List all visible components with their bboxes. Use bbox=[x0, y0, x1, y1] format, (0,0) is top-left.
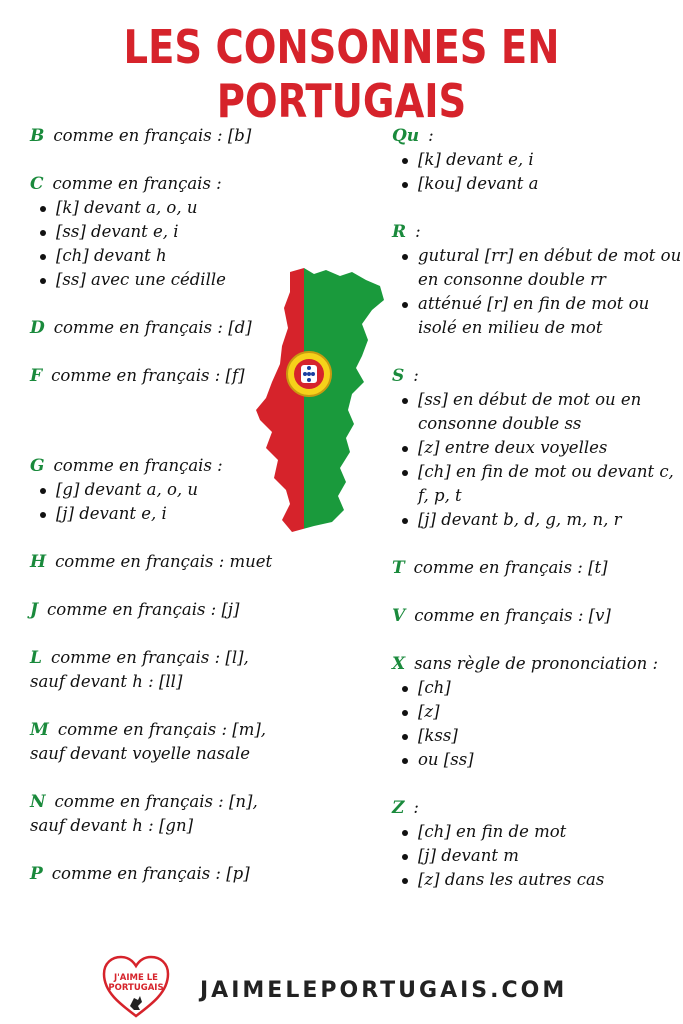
consonant-description: comme en français : [j] bbox=[47, 600, 240, 619]
heart-logo bbox=[100, 954, 172, 1020]
rule-list-item: [j] devant e, i bbox=[40, 502, 315, 526]
entry-heading bbox=[30, 124, 315, 148]
right-entry-qu bbox=[392, 124, 682, 196]
rule-list-item: [ch] bbox=[402, 676, 682, 700]
rule-list-item: ou [ss] bbox=[402, 748, 682, 772]
consonant-letter: H bbox=[30, 552, 47, 572]
rule-list-item: [kou] devant a bbox=[402, 172, 682, 196]
consonant-letter: S bbox=[392, 366, 405, 386]
entry-heading bbox=[392, 556, 682, 580]
rule-list-item: [ss] devant e, i bbox=[40, 220, 315, 244]
consonant-description: sans règle de prononciation : bbox=[414, 654, 659, 673]
right-column bbox=[392, 124, 682, 892]
rule-list-item: [k] devant a, o, u bbox=[40, 196, 315, 220]
rule-list-item: [ss] avec une cédille bbox=[40, 268, 315, 292]
consonant-letter: T bbox=[392, 558, 405, 578]
consonant-description: : bbox=[413, 366, 419, 385]
consonant-description: : bbox=[428, 126, 434, 145]
rule-list bbox=[392, 820, 682, 892]
consonant-letter: G bbox=[30, 456, 45, 476]
entry-heading bbox=[30, 646, 315, 670]
consonant-letter: Z bbox=[392, 798, 405, 818]
consonant-description: comme en français : [n], bbox=[54, 792, 258, 811]
rule-list-item: [z] entre deux voyelles bbox=[402, 436, 682, 460]
rule-list-item: [kss] bbox=[402, 724, 682, 748]
consonant-description: comme en français : muet bbox=[55, 552, 273, 571]
consonant-description: comme en français : [p] bbox=[51, 864, 250, 883]
consonant-description: comme en français : bbox=[52, 174, 222, 193]
rule-list-item: [j] devant m bbox=[402, 844, 682, 868]
rule-list bbox=[392, 388, 682, 532]
left-entry-b bbox=[30, 124, 315, 148]
page-title: LES CONSONNES EN PORTUGAIS bbox=[123, 20, 560, 128]
right-entry-t bbox=[392, 556, 682, 580]
left-entry-h bbox=[30, 550, 315, 574]
consonant-letter: B bbox=[30, 126, 45, 146]
entry-heading bbox=[30, 790, 315, 814]
consonant-description: : bbox=[413, 798, 419, 817]
consonant-letter: N bbox=[30, 792, 46, 812]
left-entry-n bbox=[30, 790, 315, 838]
consonant-description: comme en français : bbox=[53, 456, 223, 475]
consonant-letter: R bbox=[392, 222, 407, 242]
consonant-description-continued: sauf devant voyelle nasale bbox=[30, 744, 250, 763]
entry-heading bbox=[30, 862, 315, 886]
rule-list-item: [ch] en fin de mot ou devant c, f, p, t bbox=[402, 460, 682, 508]
left-entry-j bbox=[30, 598, 315, 622]
consonant-description: : bbox=[415, 222, 421, 241]
entry-heading bbox=[392, 796, 682, 820]
entry-heading bbox=[392, 652, 682, 676]
right-entry-s bbox=[392, 364, 682, 532]
rule-list-item: [ch] en fin de mot bbox=[402, 820, 682, 844]
consonant-letter: J bbox=[30, 600, 39, 620]
entry-heading bbox=[30, 718, 315, 742]
consonant-letter: Qu bbox=[392, 126, 420, 146]
entry-heading bbox=[392, 124, 682, 148]
rule-list bbox=[392, 148, 682, 196]
consonant-letter: F bbox=[30, 366, 43, 386]
consonant-letter: P bbox=[30, 864, 43, 884]
entry-heading bbox=[392, 364, 682, 388]
rule-list bbox=[392, 244, 682, 340]
rule-list-item: [j] devant b, d, g, m, n, r bbox=[402, 508, 682, 532]
consonant-description: comme en français : [t] bbox=[413, 558, 608, 577]
consonant-description: comme en français : [d] bbox=[53, 318, 252, 337]
right-entry-r bbox=[392, 220, 682, 340]
right-entry-x bbox=[392, 652, 682, 772]
rule-list-item: atténué [r] en fin de mot ou isolé en milieu de mot bbox=[402, 292, 682, 340]
left-entry-m bbox=[30, 718, 315, 766]
entry-heading bbox=[30, 598, 315, 622]
consonant-description: comme en français : [l], bbox=[50, 648, 249, 667]
rule-list-item: gutural [rr] en début de mot ou en consonne double rr bbox=[402, 244, 682, 292]
entry-heading bbox=[30, 172, 315, 196]
consonant-description: comme en français : [m], bbox=[57, 720, 267, 739]
logo-text-line2: PORTUGAIS bbox=[108, 983, 164, 993]
consonant-description: comme en français : [v] bbox=[414, 606, 611, 625]
consonant-letter: D bbox=[30, 318, 45, 338]
left-entry-p bbox=[30, 862, 315, 886]
rule-list-item: [g] devant a, o, u bbox=[40, 478, 315, 502]
consonant-description-continued: sauf devant h : [ll] bbox=[30, 672, 183, 691]
rule-list bbox=[392, 676, 682, 772]
consonant-description-continued: sauf devant h : [gn] bbox=[30, 816, 194, 835]
rule-list-item: [z] bbox=[402, 700, 682, 724]
right-entry-v bbox=[392, 604, 682, 628]
consonant-letter: M bbox=[30, 720, 49, 740]
consonant-description: comme en français : [f] bbox=[51, 366, 245, 385]
portugal-map-flag bbox=[252, 264, 387, 536]
left-entry-l bbox=[30, 646, 315, 694]
consonant-letter: C bbox=[30, 174, 44, 194]
right-entry-z bbox=[392, 796, 682, 892]
consonant-description: comme en français : [b] bbox=[53, 126, 252, 145]
entry-heading bbox=[392, 220, 682, 244]
rule-list-item: [k] devant e, i bbox=[402, 148, 682, 172]
rule-list-item: [ss] en début de mot ou en consonne double ss bbox=[402, 388, 682, 436]
rule-list-item: [z] dans les autres cas bbox=[402, 868, 682, 892]
consonant-letter: L bbox=[30, 648, 42, 668]
rule-list-item: [ch] devant h bbox=[40, 244, 315, 268]
consonant-letter: V bbox=[392, 606, 406, 626]
logo-text-line1: J'AIME LE bbox=[114, 973, 158, 983]
entry-heading bbox=[392, 604, 682, 628]
entry-heading bbox=[30, 550, 315, 574]
consonant-letter: X bbox=[392, 654, 406, 674]
footer-url[interactable]: JAIMELEPORTUGAIS.COM bbox=[200, 978, 568, 1003]
